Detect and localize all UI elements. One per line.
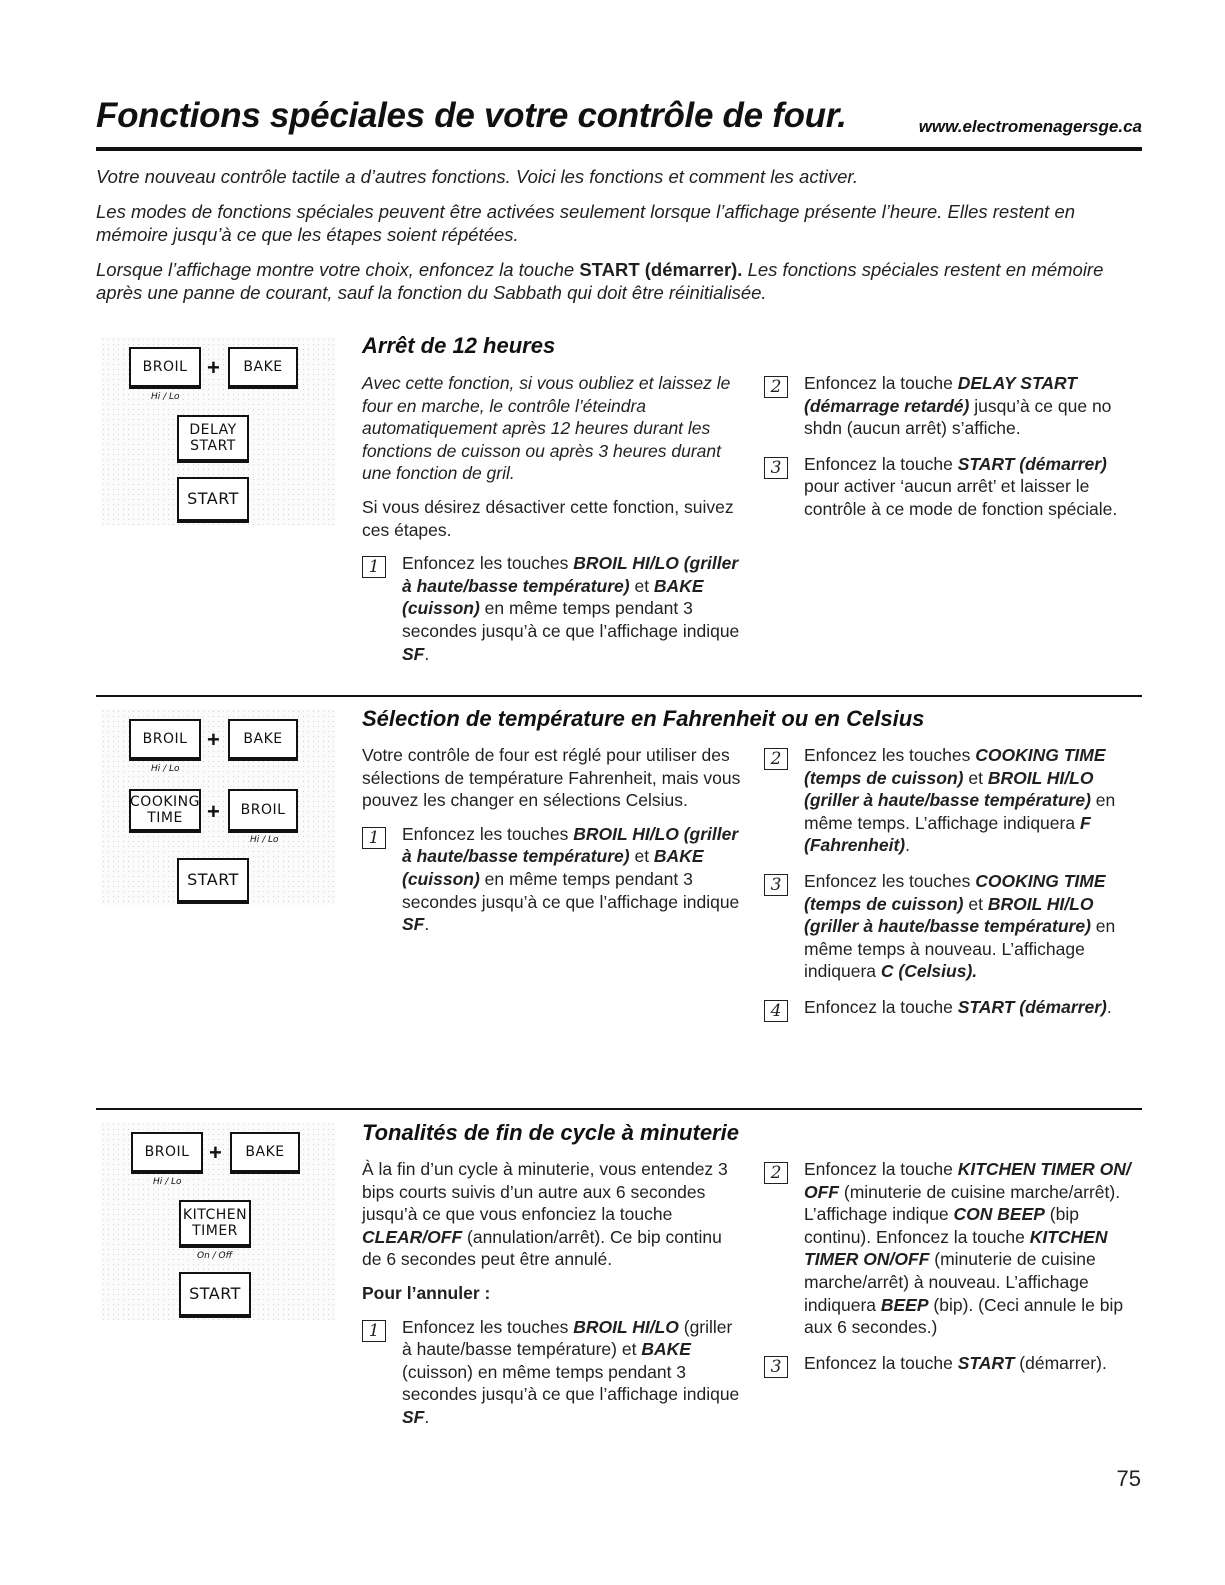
plus-sign: +: [209, 1140, 222, 1165]
step-number: 3: [764, 457, 788, 479]
section-12h-intro: Avec cette fonction, si vous oubliez et laissez le four en marche, le contrôle l’éteindra automatiquement après 12 heures durant les fonctions de cuisson ou après 3 heures durant une fonction de gril.: [362, 373, 731, 484]
bake-key: BAKE: [228, 719, 298, 761]
hilo-label: Hi / Lo: [151, 764, 180, 774]
hilo-label: Hi / Lo: [250, 835, 279, 845]
section-fahrenheit-intro: Votre contrôle de four est réglé pour utiliser des sélections de température Fahrenheit, mais vous pouvez les changer en sélections Celsius.: [362, 745, 741, 811]
section-title-fahrenheit: Sélection de température en Fahrenheit ou en Celsius: [362, 706, 925, 731]
keypad-illustration-fahrenheit: [101, 709, 335, 905]
section-12h-step-3: 3 Enfoncez la touche START (démarrer) pour activer ‘aucun arrêt’ et laisser le contrôle à ce mode de fonction spéciale.: [764, 453, 1144, 521]
step-number: 1: [362, 827, 386, 849]
section-title-timer: Tonalités de fin de cycle à minuterie: [362, 1120, 739, 1145]
bake-key: BAKE: [228, 347, 298, 389]
section-12h-intro2: Si vous désirez désactiver cette fonction, suivez ces étapes.: [362, 496, 734, 540]
cooking-time-key: COOKING TIME: [129, 789, 201, 833]
section-divider: [96, 695, 1142, 697]
start-key: START: [177, 477, 249, 523]
cancel-label: Pour l’annuler :: [362, 1282, 491, 1303]
section-timer-right-column: [764, 1158, 1144, 1377]
plus-sign: +: [207, 727, 220, 752]
header-rule: [96, 147, 1142, 151]
step-number: 3: [764, 1356, 788, 1378]
page-title: Fonctions spéciales de votre contrôle de four.: [96, 96, 847, 135]
section-fahrenheit-right-column: [764, 744, 1144, 1019]
start-key: START: [177, 858, 249, 904]
intro-paragraph-1: Votre nouveau contrôle tactile a d’autres fonctions. Voici les fonctions et comment les activer.: [96, 166, 858, 187]
broil-key: BROIL: [129, 719, 201, 761]
step-number: 1: [362, 556, 386, 578]
section-12h-step-1: 1 Enfoncez les touches BROIL HI/LO (griller à haute/basse température) et BAKE (cuisson) en même temps pendant 3 secondes jusqu’à ce que l’affichage indique SF.: [362, 552, 742, 665]
intro-paragraph-3: Lorsque l’affichage montre votre choix, enfoncez la touche START (démarrer). Les fonctions spéciales restent en mémoire après une panne de courant, sauf la fonction du Sabbath qui doit être réinitialisée.: [96, 259, 1104, 303]
website-url: www.electromenagersge.ca: [918, 117, 1142, 136]
broil-key: BROIL: [228, 789, 298, 833]
step-number: 4: [764, 1000, 788, 1022]
section-fahrenheit-step-1: 1 Enfoncez les touches BROIL HI/LO (griller à haute/basse température) et BAKE (cuisson) en même temps pendant 3 secondes jusqu’à ce que l’affichage indique SF.: [362, 823, 742, 936]
section-fahrenheit-step-4: 4 Enfoncez la touche START (démarrer).: [764, 996, 1144, 1019]
hilo-label: Hi / Lo: [153, 1177, 182, 1187]
section-fahrenheit-step-3: 3 Enfoncez les touches COOKING TIME (temps de cuisson) et BROIL HI/LO (griller à haute/basse température) en même temps à nouveau. L’affichage indiquera C (Celsius).: [764, 870, 1144, 983]
delay-start-key: DELAY START: [177, 415, 249, 463]
section-12h-step-2: 2 Enfoncez la touche DELAY START (démarrage retardé) jusqu’à ce que no shdn (aucun arrêt) s’affiche.: [764, 372, 1144, 440]
kitchen-timer-key: KITCHEN TIMER: [179, 1200, 251, 1248]
section-12h-right-column: [764, 372, 1144, 521]
keypad-illustration-12h: [101, 337, 335, 525]
section-timer-step-1: 1 Enfoncez les touches BROIL HI/LO (griller à haute/basse température) et BAKE (cuisson) en même temps pendant 3 secondes jusqu’à ce que l’affichage indique SF.: [362, 1316, 742, 1429]
intro-paragraph-2: Les modes de fonctions spéciales peuvent être activées seulement lorsque l’affichage présente l’heure. Elles restent en mémoire jusqu’à ce que les étapes soient répétées.: [96, 201, 1076, 245]
plus-sign: +: [207, 799, 220, 824]
step-number: 3: [764, 874, 788, 896]
section-fahrenheit-left-column: [362, 744, 742, 936]
plus-sign: +: [207, 355, 220, 380]
broil-key: BROIL: [131, 1132, 203, 1174]
step-number: 2: [764, 748, 788, 770]
onoff-label: On / Off: [197, 1251, 233, 1261]
section-timer-step-3: 3 Enfoncez la touche START (démarrer).: [764, 1352, 1144, 1375]
section-timer-intro: À la fin d’un cycle à minuterie, vous entendez 3 bips courts suivis d’un autre aux 6 secondes jusqu’à ce que vous enfonciez la touche CLEAR/OFF (annulation/arrêt). Ce bip continu de 6 secondes peut être annulé.: [362, 1159, 728, 1270]
keypad-illustration-timer: [101, 1122, 335, 1320]
start-key: START: [179, 1272, 251, 1318]
section-timer-step-2: 2 Enfoncez la touche KITCHEN TIMER ON/ OFF (minuterie de cuisine marche/arrêt). L’affichage indique CON BEEP (bip continu). Enfoncez la touche KITCHEN TIMER ON/OFF (minuterie de cuisine marche/arrêt) à nouveau. L’affichage indiquera BEEP (bip). (Ceci annule le bip aux 6 secondes.): [764, 1158, 1144, 1339]
page-number: 75: [1116, 1466, 1141, 1491]
step-number: 2: [764, 1162, 788, 1184]
section-divider: [96, 1108, 1142, 1110]
step-number: 2: [764, 376, 788, 398]
hilo-label: Hi / Lo: [151, 392, 180, 402]
bake-key: BAKE: [230, 1132, 300, 1174]
step-number: 1: [362, 1320, 386, 1342]
broil-key: BROIL: [129, 347, 201, 389]
section-timer-left-column: [362, 1158, 742, 1429]
section-title-12h: Arrêt de 12 heures: [362, 333, 556, 358]
section-fahrenheit-step-2: 2 Enfoncez les touches COOKING TIME (temps de cuisson) et BROIL HI/LO (griller à haute/basse température) en même temps. L’affichage indiquera F (Fahrenheit).: [764, 744, 1144, 857]
section-12h-left-column: [362, 372, 742, 665]
